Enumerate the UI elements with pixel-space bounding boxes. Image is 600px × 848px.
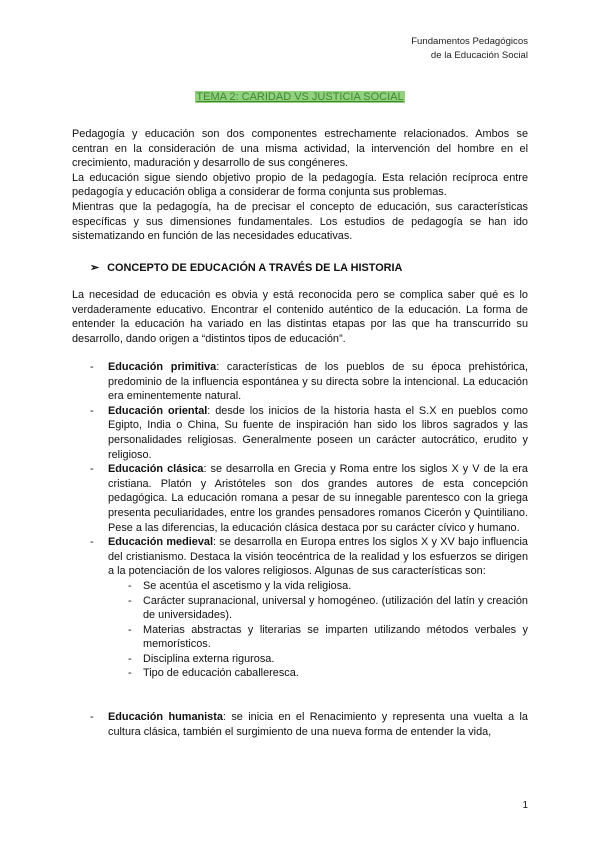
intro-paragraph: La educación sigue siendo objetivo propio de la pedagogía. Esta relación recíproca entre pedagogía y educación obliga a considerar de forma conjunta sus problemas.	[72, 171, 528, 199]
list-item	[90, 462, 528, 535]
item-text: : características de los pueblos de su época prehistórica, predominio de la influencia espontánea y su directa sobre la intencional. La educación era eminentemente natural.	[108, 361, 528, 403]
spacer	[90, 681, 528, 710]
intro-paragraph: Mientras que la pedagogía, ha de precisar el concepto de educación, sus características específicas y sus dimensiones fundamentales. Los estudios de pedagogía se han ido sistematizando en función de las necesidades educativas.	[72, 200, 528, 243]
section-heading-text: CONCEPTO DE EDUCACIÓN A TRAVÉS DE LA HISTORIA	[107, 262, 403, 274]
sub-list-item	[128, 594, 528, 623]
dash-bullet: -	[90, 711, 94, 724]
item-term: Educación humanista	[108, 711, 223, 724]
item-text: : se desarrolla en Grecia y Roma entre los siglos X y V de la era cristiana. Platón y Aristóteles son dos grandes autores de esta concepción pedagógica. La educación romana a pesar de su innegable parentesco con la griega presenta peculiaridades, entre los grandes pensadores romanos Cicerón y Quintiliano. Pese a las diferencias, la educación clásica destaca por su carácter cívico y humano.	[108, 463, 528, 534]
header-line-1: Fundamentos Pedagógicos	[411, 36, 528, 47]
section-heading	[90, 261, 402, 276]
intro-paragraphs	[72, 127, 528, 244]
sub-item-text: Carácter supranacional, universal y homogéneo. (utilización del latín y creación de universidades).	[143, 594, 528, 622]
sub-item-text: Disciplina externa rigurosa.	[143, 652, 275, 665]
item-text: : se inicia en el Renacimiento y representa una vuelta a la cultura clásica, también el surgimiento de una nueva forma de entender la vida,	[108, 711, 528, 738]
dash-bullet: -	[128, 594, 132, 607]
dash-bullet: -	[128, 667, 132, 680]
document-title	[0, 90, 600, 105]
dash-bullet: -	[90, 463, 94, 476]
item-term: Educación primitiva	[108, 361, 217, 373]
sub-list-item	[128, 652, 528, 667]
sub-item-text: Tipo de educación caballeresca.	[143, 667, 299, 680]
dash-bullet: -	[128, 579, 132, 592]
dash-bullet: -	[128, 623, 132, 636]
dash-bullet: -	[128, 652, 132, 665]
item-text: : se desarrolla en Europa entres los siglos X y XV bajo influencia del cristianismo. Destaca la visión teocéntrica de la realidad y los esfuerzos se dirigen a la potenciación de los valores religiosos. Algunas de sus características son:	[108, 536, 528, 578]
item-term: Educación medieval	[108, 536, 213, 549]
title-text: TEMA 2: CARIDAD VS JUSTICIA SOCIAL	[196, 91, 404, 103]
sub-item-text: Materias abstractas y literarias se imparten utilizando métodos verbales y memorísticos.	[143, 623, 528, 651]
medieval-characteristics-list	[128, 579, 528, 681]
dash-bullet: -	[90, 404, 94, 417]
dash-bullet: -	[90, 361, 94, 373]
education-types-list	[90, 360, 528, 739]
section-paragraph: La necesidad de educación es obvia y está reconocida pero se complica saber qué es lo verdaderamente educativo. Encontrar el contenido auténtico de la educación. La forma de entender la educación ha variado en las distintas etapas por las que ha transcurrido su desarrollo, dando origen a “distintos tipos de educación”.	[72, 289, 528, 345]
header-line-2: de la Educación Social	[430, 50, 528, 61]
list-item	[90, 360, 528, 404]
page-number: 1	[522, 800, 528, 811]
item-term: Educación oriental	[108, 404, 208, 417]
arrow-bullet-icon: ➢	[90, 262, 100, 274]
dash-bullet: -	[90, 536, 94, 549]
sub-list-item	[128, 579, 528, 594]
item-text: : desde los inicios de la historia hasta el S.X en pueblos como Egipto, India o China, Su fuente de inspiración han sido los libros sagrados y las personalidades religiosas. Generalmente poseen un carácter autocrático, erudito y religioso.	[108, 404, 528, 461]
sub-item-text: Se acentúa el ascetismo y la vida religiosa.	[143, 579, 352, 592]
item-term: Educación clásica	[108, 463, 204, 476]
sub-list-item	[128, 623, 528, 652]
running-header	[411, 35, 528, 63]
intro-paragraph: Pedagogía y educación son dos componentes estrechamente relacionados. Ambos se centran en la consideración de una misma actividad, la intervención del hombre en el crecimiento, maduración y desarrollo de sus congéneres.	[72, 128, 528, 170]
list-item	[90, 535, 528, 681]
list-item	[90, 404, 528, 462]
sub-list-item	[128, 666, 528, 681]
list-item	[90, 710, 528, 739]
